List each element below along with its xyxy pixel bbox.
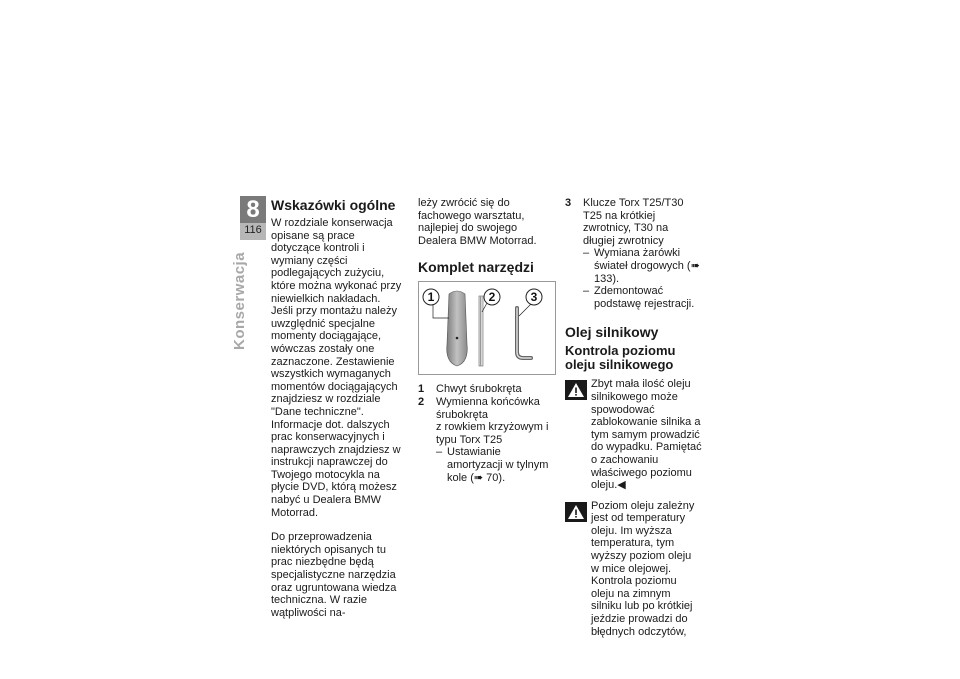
page-number: 116	[244, 224, 262, 236]
warning-icon	[565, 502, 587, 522]
section-side-label: Konserwacja	[231, 251, 248, 350]
tool-kit-illustration	[419, 282, 555, 374]
list-item: 2 Wymienna końcówka śrubokręta	[418, 395, 540, 421]
item-3-detail: T25 na krótkiej zwrotnicy, T30 na długiej zwrotnicy	[583, 209, 669, 247]
paragraph-repairs: Informacje dot. dalszych prac konserwacyjnych i naprawczych znajdziesz w instrukcji naprawczej do Twojego motocykla na płycie DVD, którą możesz nabyć u Dealera BMW Motorrad.	[271, 418, 401, 519]
column-1	[271, 197, 407, 619]
callout-1: 1	[427, 290, 435, 305]
paragraph-intro: W rozdziale konserwacja opisane są prace dotyczące kontroli i wymiany części podlegających zużyciu, które można wykonać przy niewielkich nakładach.	[271, 217, 402, 305]
item-2-detail: z rowkiem krzyżowym i typu Torx T25	[436, 421, 549, 446]
heading-engine-oil: Olej silnikowy	[565, 324, 659, 341]
heading-oil-check: Kontrola poziomu oleju silnikowego	[565, 343, 676, 373]
heading-tool-kit: Komplet narzędzi	[418, 259, 534, 276]
screwdriver-handle-shape	[447, 291, 468, 366]
tool-kit-figure	[418, 281, 556, 375]
list-item: 3 Klucze Torx T25/T30	[565, 197, 684, 209]
column-3	[565, 197, 702, 638]
paragraph-special-tools: Do przeprowadzenia niektórych opisanych tu prac niezbędne będą specjalistyczne narzędzia oraz ugruntowana wiedza techniczna. W razie wątpliwości na-	[271, 531, 397, 619]
paragraph-continued: leży zwrócić się do fachowego warsztatu, najlepiej do swojego Dealera BMW Motorrad.	[418, 197, 537, 247]
heading-general-notes: Wskazówki ogólne	[271, 197, 396, 213]
warning-oil-level: Zbyt mała ilość oleju silnikowego może spowodować zablokowanie silnika a tym samym prowadzić do wypadku. Pamiętać o zachowaniu właściwego poziomu oleju.◀	[565, 378, 702, 491]
chapter-number: 8	[240, 196, 266, 223]
warning-oil-temperature: Poziom oleju zależny jest od temperatury oleju. Im wyższa temperatura, tym wyższy poziom oleju w mice olejowej. Kontrola poziomu oleju na zimnym silniku lub po krótkiej jeździe prowadzi do błędnych odczytów,	[565, 500, 702, 639]
dash-item: – Zdemontować podstawę rejestracji.	[583, 285, 695, 310]
warning-icon	[565, 380, 587, 400]
list-item: 1 Chwyt śrubokręta	[418, 383, 522, 396]
dash-item: – Wymiana żarówki świateł drogowych (➠ 133).	[583, 247, 700, 285]
column-2	[418, 197, 554, 484]
dash-item: – Ustawianie amortyzacji w tylnym kole (➠ 70).	[436, 446, 549, 484]
callout-3: 3	[530, 290, 538, 305]
callout-2: 2	[488, 290, 496, 305]
paragraph-torques: Jeśli przy montażu należy uwzględnić specjalne momenty dociągające, wówczas zostały one zaznaczone. Zestawienie wszystkich wymaganych momentów dociągających znajdziesz w rozdziale "Dane techniczne".	[271, 305, 398, 418]
